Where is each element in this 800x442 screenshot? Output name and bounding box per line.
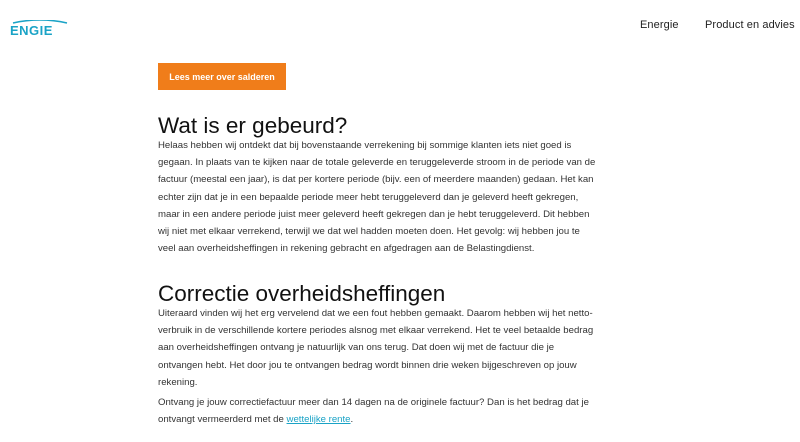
lees-meer-salderen-button[interactable]: Lees meer over salderen [158,63,286,90]
nav-product-en-advies[interactable]: Product en advies [705,19,795,31]
paragraph-correctiefactuur [158,394,598,428]
site-header [0,0,800,50]
engie-logo[interactable] [9,20,71,43]
paragraph-wat-is-er-gebeurd: Helaas hebben wij ontdekt dat bij bovenstaande verrekening bij sommige klanten iets niet goed is gegaan. In plaats van te kijken naar de totale geleverde en teruggeleverde stroom in de periode van de factuur (meestal een jaar), is dat per kortere periode (bijv. een of meerdere maanden) gedaan. Het kan echter zijn dat je in een bepaalde periode meer hebt teruggeleverd dan je geleverd heeft gekregen, maar in een andere periode juist meer geleverd heeft gekregen dan je hebt teruggeleverd. Dit hebben wij niet met elkaar verrekend, terwijl we dat wel hadden moeten doen. Het gevolg: wij hebben jou te veel aan overheidsheffingen in rekening gebracht en afgedragen aan de Belastingdienst. [158,140,596,255]
paragraph-correctie: Uiteraard vinden wij het erg vervelend dat we een fout hebben gemaakt. Daarom hebben wij het netto-verbruik in de verschillende kortere periodes alsnog met elkaar verrekend. Het te veel betaalde bedrag aan overheidsheffingen ontvang je natuurlijk van ons terug. Dat doen wij met de factuur die je ontvangen hebt. Het door jou te ontvangen bedrag wordt binnen drie weken bijgeschreven op jouw rekening. [158,308,594,388]
heading-wat-is-er-gebeurd: Wat is er gebeurd? [158,113,348,138]
svg-text:ENGIE: ENGIE [10,23,53,38]
paragraph-correctiefactuur-end: . [350,414,354,426]
wettelijke-rente-link[interactable]: wettelijke rente [286,414,351,426]
heading-correctie-overheidsheffingen: Correctie overheidsheffingen [158,281,446,306]
engie-logo-icon [9,20,71,38]
paragraph-correctiefactuur-text: Ontvang je jouw correctiefactuur meer dan 14 dagen na de originele factuur? Dan is het bedrag dat je ontvangt vermeerderd met de [158,397,589,426]
nav-energie[interactable]: Energie [640,19,679,31]
